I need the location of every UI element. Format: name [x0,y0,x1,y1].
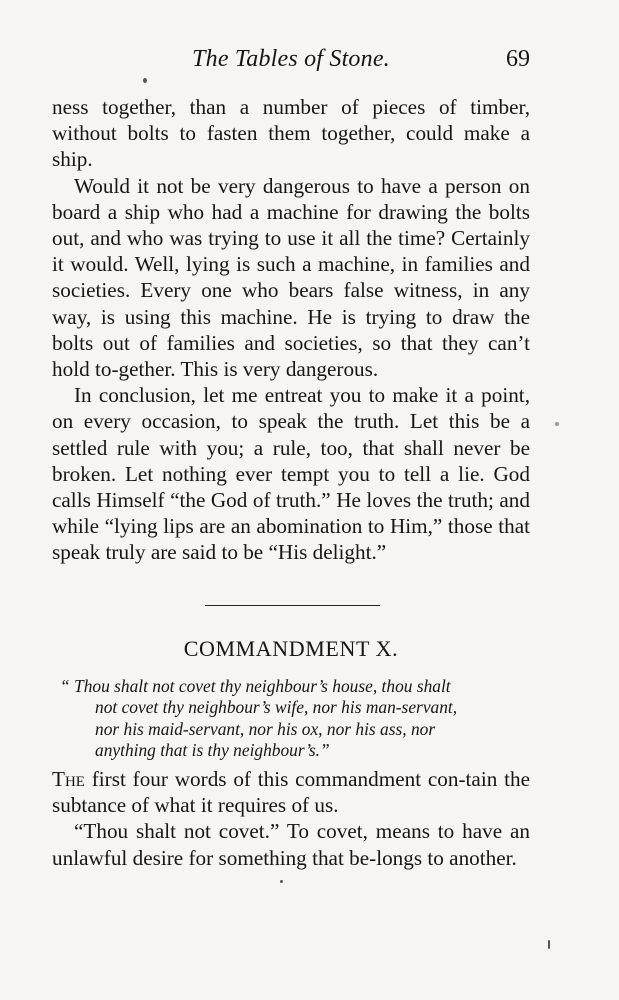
scan-speck [555,422,559,426]
paragraph-lying-machine: Would it not be very dangerous to have a person on board a ship who had a machine for drawing the bolts out, and who was trying to use it all the time? Certainly it would. Well, lying is such a machine, in families and societies. Every one who bears false witness, in any way, is using this machine. He is trying to draw the bolts out of families and societies, so that they can’t hold to-gether. This is very dangerous. [52,173,530,382]
quote-line: not covet thy neighbour’s wife, nor his man-servant, [95,697,458,718]
quote-line: nor his maid-servant, nor his ox, nor his ass, nor [95,718,436,739]
scan-speck [280,880,283,883]
lead-word: The [52,767,85,791]
paragraph-first-words-rest: first four words of this commandment con-tain the subtance of what it requires of us. [52,767,530,818]
closing-text [52,766,530,871]
commandment-heading: COMMANDMENT X. [183,636,399,661]
page-number: 69 [506,46,530,72]
paragraph-conclusion: In conclusion, let me entreat you to make it a point, on every occasion, to speak the truth. Let this be a settled rule with you; a rule, too, that shall never be broken. Let nothing ever tempt you to tell a lie. God calls Himself “the God of truth.” He loves the truth; and while “lying lips are an abomination to Him,” those that speak truly are said to be “His delight.” [52,383,530,565]
running-head [52,46,530,76]
section-divider [205,605,380,606]
paragraph-continuation: ness together, than a number of pieces of timber, without bolts to fasten them together, could make a ship. [52,95,530,172]
paragraph-first-words [52,766,530,818]
body-text [52,94,530,566]
commandment-quote [60,676,530,762]
scan-speck [548,940,550,949]
scan-speck [143,78,147,83]
paragraph-covet-definition: “Thou shalt not covet.” To covet, means to have an unlawful desire for something that be-longs to another. [52,819,530,870]
quote-line: anything that is thy neighbour’s.” [95,740,330,761]
quote-line: “ Thou shalt not covet thy neighbour’s house, thou shalt [60,676,451,696]
running-title: The Tables of Stone. [192,46,390,72]
